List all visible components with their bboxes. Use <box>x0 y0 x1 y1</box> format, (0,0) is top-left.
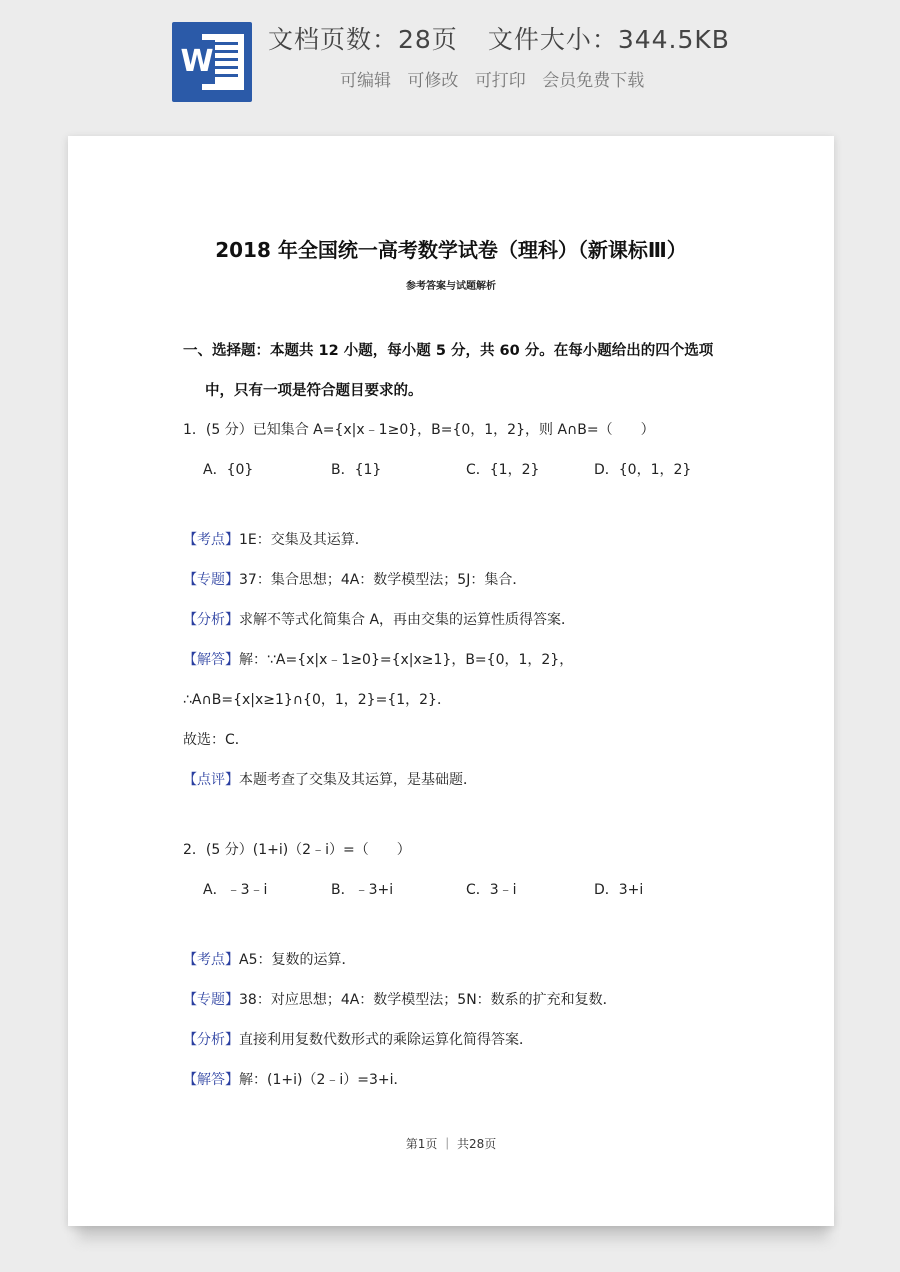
q2-fenxi-tag: 【分析】 <box>183 1032 239 1048</box>
q1-jieda-tag: 【解答】 <box>183 652 239 668</box>
header-banner <box>0 0 900 120</box>
document-subtitle: 参考答案与试题解析 <box>406 281 496 292</box>
q1-jieda-continued: ∴A∩B={x|x≥1}∩{0，1，2}={1，2}． <box>183 692 451 708</box>
q1-fenxi <box>183 609 575 629</box>
question-1-option-b: B．{1} <box>331 462 382 478</box>
document-meta <box>268 20 730 56</box>
question-1-option-c: C．{1，2} <box>466 462 540 478</box>
q1-dianping-text: 本题考查了交集及其运算，是基础题． <box>239 772 477 788</box>
editable-link[interactable]: 可编辑 <box>340 71 391 91</box>
q1-kaodian <box>183 529 369 549</box>
q1-dianping-tag: 【点评】 <box>183 772 239 788</box>
question-2-option-b: B．﹣3+i <box>331 882 394 898</box>
q1-zhuanti <box>183 569 526 589</box>
q2-zhuanti-tag: 【专题】 <box>183 992 239 1008</box>
question-2-stem: 2．(5 分）(1+i)（2﹣i）=（ ） <box>183 842 411 858</box>
question-1-option-a: A．{0} <box>203 462 254 478</box>
q2-kaodian <box>183 949 355 969</box>
q1-answer: 故选：C． <box>183 732 249 748</box>
q1-jieda <box>183 649 573 669</box>
section-heading-continued: 中，只有一项是符合题目要求的。 <box>205 383 423 399</box>
q1-jieda-text: 解：∵A={x|x﹣1≥0}={x|x≥1}，B={0，1，2}， <box>239 652 574 668</box>
question-2-option-d: D．3+i <box>594 882 644 898</box>
word-document-icon <box>172 22 252 102</box>
printable-link[interactable]: 可打印 <box>474 71 526 91</box>
q2-fenxi-text: 直接利用复数代数形式的乘除运算化简得答案． <box>239 1032 533 1048</box>
file-size: 文件大小：344.5KB <box>487 25 730 54</box>
q2-fenxi <box>183 1029 533 1049</box>
document-title: 2018 年全国统一高考数学试卷（理科）（新课标Ⅲ） <box>215 238 687 262</box>
question-2-option-a: A．﹣3﹣i <box>203 882 268 898</box>
member-download-link[interactable]: 会员免费下载 <box>542 71 645 91</box>
q2-zhuanti <box>183 989 617 1009</box>
section-heading: 一、选择题：本题共 12 小题，每小题 5 分，共 60 分。在每小题给出的四个选项 <box>183 343 714 359</box>
modifiable-link[interactable]: 可修改 <box>407 71 459 91</box>
q1-dianping <box>183 769 477 789</box>
question-1-stem: 1．(5 分）已知集合 A={x|x﹣1≥0}，B={0，1，2}，则 A∩B=（ ） <box>183 422 655 438</box>
q2-jieda-text: 解：(1+i)（2﹣i）=3+i． <box>239 1072 408 1088</box>
page-count: 文档页数：28页 <box>268 25 458 54</box>
q1-fenxi-tag: 【分析】 <box>183 612 239 628</box>
feature-actions <box>340 66 655 91</box>
q2-kaodian-tag: 【考点】 <box>183 952 239 968</box>
page-footer: 第1页 ｜ 共28页 <box>405 1137 497 1151</box>
q1-zhuanti-text: 37：集合思想；4A：数学模型法；5J：集合． <box>239 572 527 588</box>
word-letter-w: W <box>179 40 215 84</box>
question-2-option-c: C．3﹣i <box>466 882 517 898</box>
question-1-option-d: D．{0，1，2} <box>594 462 692 478</box>
q1-kaodian-text: 1E：交集及其运算． <box>239 532 369 548</box>
q1-fenxi-text: 求解不等式化简集合 A，再由交集的运算性质得答案． <box>239 612 576 628</box>
q2-kaodian-text: A5：复数的运算． <box>239 952 356 968</box>
q2-zhuanti-text: 38：对应思想；4A：数学模型法；5N：数系的扩充和复数． <box>239 992 617 1008</box>
q2-jieda-tag: 【解答】 <box>183 1072 239 1088</box>
q1-zhuanti-tag: 【专题】 <box>183 572 239 588</box>
q1-kaodian-tag: 【考点】 <box>183 532 239 548</box>
q2-jieda <box>183 1069 408 1089</box>
document-page <box>68 136 834 1226</box>
